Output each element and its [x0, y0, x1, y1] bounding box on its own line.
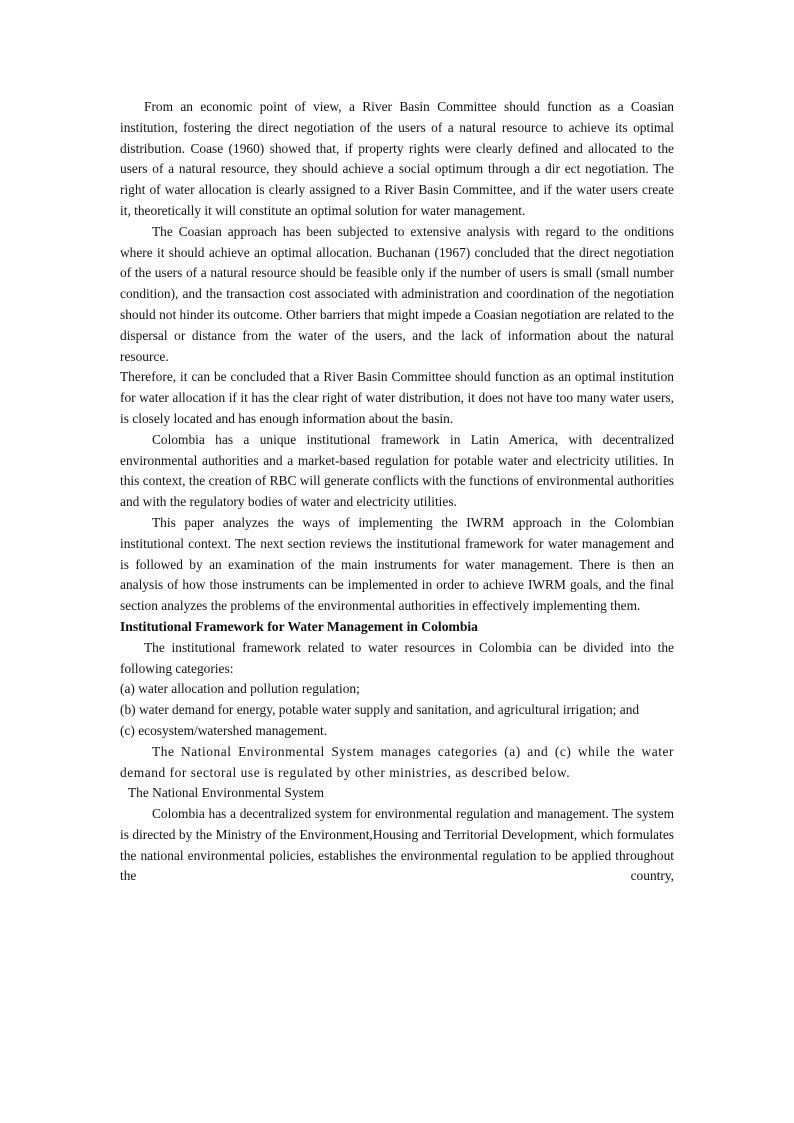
- section-heading: Institutional Framework for Water Management in Colombia: [120, 618, 478, 634]
- subsection-heading: The National Environmental System: [128, 785, 324, 801]
- paragraph-coasian-institution: From an economic point of view, a River Basin Committee should function as a Coasian institution, fostering the direct negotiation of the users of a natural resource to achieve its optimal distribution. Coase (1960) showed that, if property rights were clearly defined and allocated to the users of a natural resource, they should achieve a social optimum through a dir ect negotiation. The right of water allocation is clearly assigned to a River Basin Committee, and if the water users create it, theoretically it will constitute an optimal solution for water management.: [120, 99, 674, 218]
- list-item-a: (a) water allocation and pollution regulation;: [120, 681, 360, 697]
- paragraph-categories-intro: The institutional framework related to water resources in Colombia can be divided into the following categories:: [120, 639, 674, 676]
- paragraph-decentralized-system: Colombia has a decentralized system for environmental regulation and management. The system is directed by the Ministry of the Environment,Housing and Territorial Development, which formulates the national environmental policies, establishes the environmental regulation to be applied throughout the country,: [120, 806, 674, 884]
- paragraph-national-system-categories: The National Environmental System manages categories (a) and (c) while the water demand for sectoral use is regulated by other ministries, as described below.: [120, 743, 674, 780]
- list-item-c: (c) ecosystem/watershed management.: [120, 722, 328, 738]
- paragraph-coasian-approach: The Coasian approach has been subjected to extensive analysis with regard to the onditions where it should achieve an optimal allocation. Buchanan (1967) concluded that the direct negotiation of the users of a natural resource should be feasible only if the number of users is small (small number condition), and the transaction cost associated with administration and coordination of the negotiation should not hinder its outcome. Other barriers that might impede a Coasian negotiation are related to the dispersal or distance from the water of the users, and the lack of information about the natural resource.: [120, 223, 674, 364]
- list-item-b: (b) water demand for energy, potable water supply and sanitation, and agricultural irrigation; and: [120, 702, 640, 718]
- paragraph-paper-outline: This paper analyzes the ways of implementing the IWRM approach in the Colombian institutional context. The next section reviews the institutional framework for water management and is followed by an examination of the main instruments for water management. There is then an analysis of how those instruments can be implemented in order to achieve IWRM goals, and the final section analyzes the problems of the environmental authorities in effectively implementing them.: [120, 514, 674, 614]
- document-page: [120, 97, 674, 887]
- paragraph-colombia-framework: Colombia has a unique institutional framework in Latin America, with decentralized environmental authorities and a market-based regulation for potable water and electricity utilities. In this context, the creation of RBC will generate conflicts with the functions of environmental authorities and with the regulatory bodies of water and electricity utilities.: [120, 431, 674, 510]
- paragraph-conclusion: Therefore, it can be concluded that a River Basin Committee should function as an optimal institution for water allocation if it has the clear right of water distribution, it does not have too many water users, is closely located and has enough information about the basin.: [120, 369, 674, 426]
